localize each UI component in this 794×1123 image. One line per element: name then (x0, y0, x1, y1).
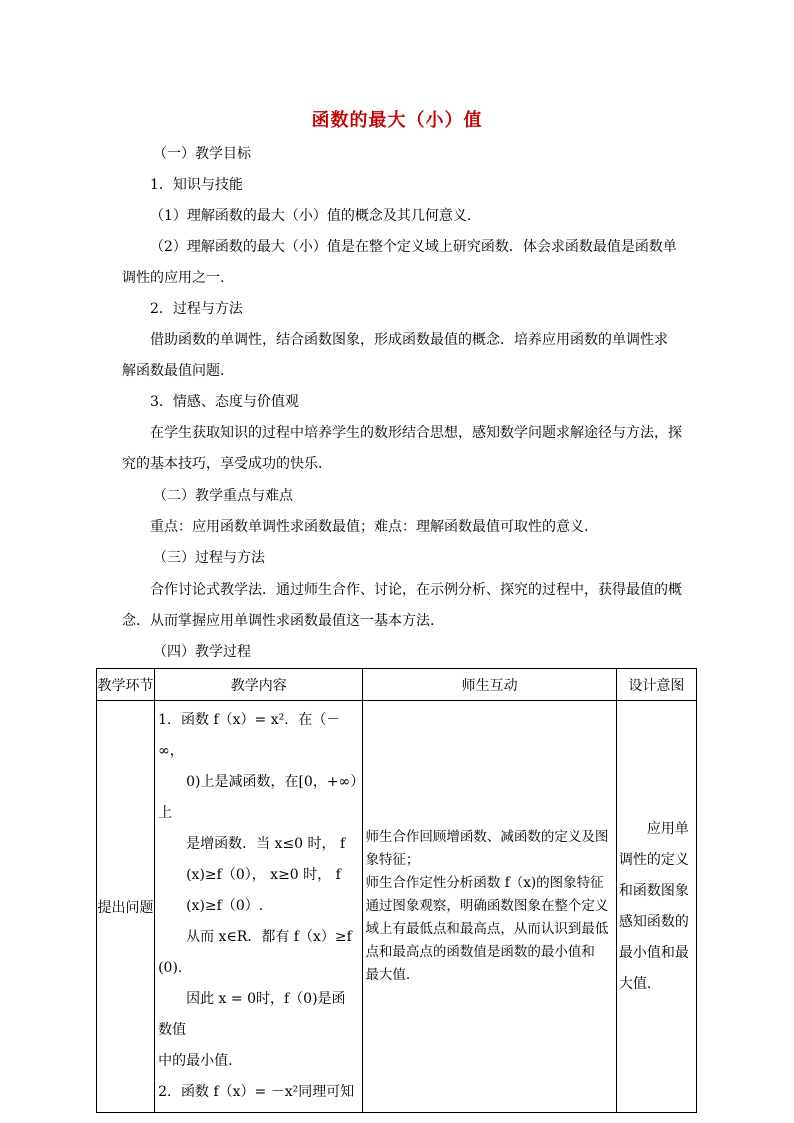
interaction-line: 域上有最低点和最高点，从而认识到最低 (365, 921, 609, 937)
content-line: 是增函数．当 x≤0 时， f (186, 836, 346, 852)
header-interaction: 师生互动 (363, 669, 616, 701)
interaction-line: 点和最高点的函数值是函数的最小值和 (365, 944, 595, 960)
content-line: 因此 x = 0时，f（0)是函数值 (158, 991, 346, 1038)
subsection-process-methods: 2．过程与方法 (150, 301, 243, 317)
paragraph-line: 重点：应用函数单调性求函数最值；难点：理解函数最值可取性的意义. (150, 519, 589, 535)
paragraph-line: 解函数最值问题. (122, 363, 225, 379)
intent-line: 调性的定义 (618, 851, 689, 868)
content-line: (x)≥f（0）. (186, 898, 264, 914)
teaching-process-table (96, 668, 697, 1113)
content-line: 中的最小值. (158, 1053, 233, 1069)
interaction-line: 通过图象观察，明确函数图象在整个定义 (365, 898, 609, 914)
content-line: 0)上是减函数，在[0，+∞）上 (158, 774, 358, 821)
content-line: (0). (158, 960, 183, 976)
cell-content (155, 701, 363, 1113)
paragraph-line: 合作讨论式教学法．通过师生合作、讨论，在示例分析、探究的过程中，获得最值的概 (150, 582, 682, 598)
intent-line: 最小值和最 (618, 944, 689, 961)
subsection-emotions-values: 3．情感、态度与价值观 (150, 394, 299, 410)
paragraph-line: （2）理解函数的最大（小）值是在整个定义域上研究函数．体会求函数最值是函数单 (150, 239, 677, 255)
content-line: (x)≥f（0）， x≥0 时， f (186, 867, 341, 883)
section-key-points-heading: （二）教学重点与难点 (153, 488, 293, 504)
paragraph-line: 念．从而掌握应用单调性求函数最值这一基本方法. (122, 613, 435, 629)
section-teaching-process-heading: （四）教学过程 (153, 644, 251, 660)
header-content: 教学内容 (155, 669, 363, 701)
interaction-line: 最大值. (365, 967, 411, 983)
paragraph-line: 借助函数的单调性，结合函数图象，形成函数最值的概念．培养应用函数的单调性求 (150, 332, 668, 348)
subsection-knowledge-skills: 1．知识与技能 (150, 177, 243, 193)
paragraph-line: （1）理解函数的最大（小）值的概念及其几何意义. (150, 208, 472, 224)
section-methods-heading: （三）过程与方法 (153, 550, 265, 566)
intent-line: 感知函数的 (618, 913, 689, 930)
paragraph-line: 在学生获取知识的过程中培养学生的数形结合思想，感知数学问题求解途径与方法，探 (150, 425, 682, 441)
interaction-line: 师生合作回顾增函数、减函数的定义及图 (365, 829, 609, 845)
intent-line: 和函数图象 (618, 882, 689, 899)
header-stage: 教学环节 (97, 669, 155, 701)
content-line: 2．函数 f（x）= －x²同理可知 (158, 1084, 355, 1100)
table-row (97, 701, 697, 1113)
section-objectives-heading: （一）教学目标 (153, 146, 251, 162)
intent-line: 大值. (618, 975, 652, 992)
table-header-row (97, 669, 697, 701)
cell-stage: 提出问题 (97, 701, 155, 1113)
paragraph-line: 究的基本技巧，享受成功的快乐. (122, 456, 323, 472)
interaction-line: 象特征； (365, 852, 420, 868)
content-line: 1．函数 f（x）= x²．在（－∞， (158, 712, 341, 759)
header-intent: 设计意图 (616, 669, 696, 701)
interaction-line: 师生合作定性分析函数 f（x)的图象特征 (365, 875, 604, 891)
document-title: 函数的最大（小）值 (311, 110, 483, 131)
content-line: 从而 x∈R．都有 f（x）≥f (186, 929, 352, 945)
cell-intent (616, 701, 696, 1113)
cell-interaction (363, 701, 616, 1113)
paragraph-line: 调性的应用之一. (122, 270, 225, 286)
intent-line: 应用单 (646, 820, 689, 837)
